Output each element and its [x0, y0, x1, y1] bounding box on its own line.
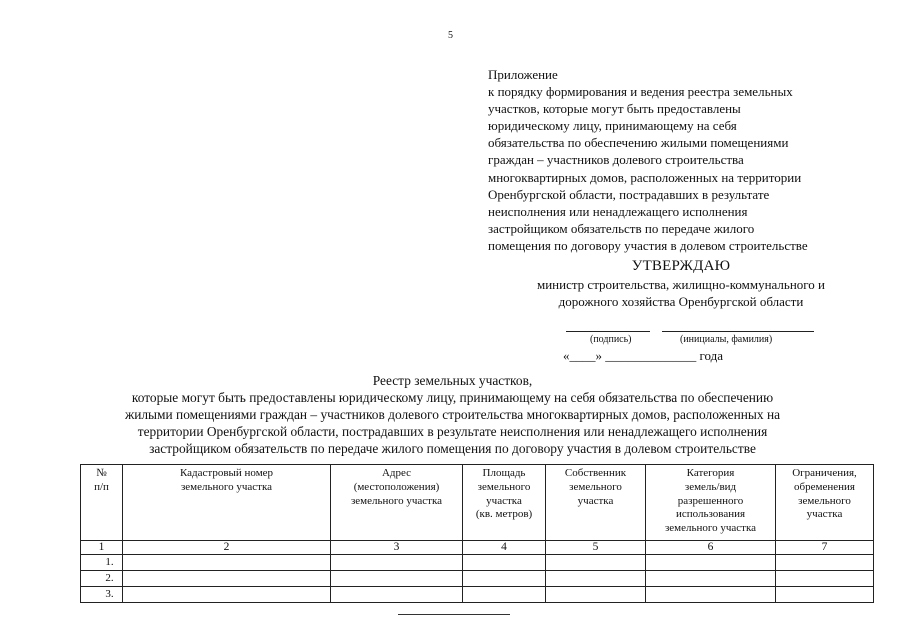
registry-title — [60, 372, 845, 457]
table-cell — [546, 587, 646, 603]
column-number: 3 — [331, 541, 463, 555]
column-number: 6 — [646, 541, 776, 555]
table-cell — [331, 571, 463, 587]
col-header-address: Адрес (местоположения) земельного участка — [331, 465, 463, 541]
name-caption: (инициалы, фамилия) — [680, 334, 773, 345]
table-cell — [646, 571, 776, 587]
appendix-line: юридическому лицу, принимающему на себя — [488, 118, 737, 134]
footer-divider — [398, 614, 510, 615]
col-header-restrictions: Ограничения, обременения земельного участка — [776, 465, 874, 541]
appendix-line: обязательства по обеспечению жилыми помещениями — [488, 135, 789, 151]
registry-title-line: жилыми помещениями граждан – участников долевого строительства многоквартирных домов, расположенных на — [124, 407, 781, 422]
name-line — [662, 331, 814, 332]
appendix-line: к порядку формирования и ведения реестра земельных — [488, 84, 793, 100]
appendix-block — [488, 66, 888, 254]
appendix-title: Приложение — [488, 67, 558, 82]
signature-caption: (подпись) — [590, 334, 632, 345]
appendix-line: помещения по договору участия в долевом строительстве — [488, 237, 808, 253]
appendix-line: Оренбургской области, пострадавших в результате — [488, 186, 770, 202]
col-header-area: Площадь земельного участка (кв. метров) — [463, 465, 546, 541]
page-number: 5 — [448, 30, 453, 41]
table-cell — [546, 571, 646, 587]
column-number: 5 — [546, 541, 646, 555]
registry-title-line: территории Оренбургской области, пострадавших в результате неисполнения или ненадлежащего исполнения — [137, 424, 768, 439]
approval-block — [500, 258, 862, 310]
appendix-line: граждан – участников долевого строительства — [488, 152, 744, 168]
appendix-line: участков, которые могут быть предоставлены — [488, 101, 741, 117]
column-number: 2 — [123, 541, 331, 555]
table-cell — [463, 587, 546, 603]
registry-table — [80, 464, 874, 603]
appendix-line: застройщиком обязательств по передаче жилого — [488, 220, 755, 236]
row-number: 3. — [81, 587, 123, 603]
approval-heading: УТВЕРЖДАЮ — [631, 258, 731, 274]
column-numbers-row — [81, 541, 874, 555]
column-number: 7 — [776, 541, 874, 555]
signature-line — [566, 331, 650, 332]
table-cell — [646, 587, 776, 603]
table-cell — [123, 555, 331, 571]
approval-position-line: дорожного хозяйства Оренбургской области — [558, 294, 804, 309]
table-row — [81, 571, 874, 587]
table-header-row — [81, 465, 874, 541]
table-row — [81, 555, 874, 571]
col-header-cadastral: Кадастровый номер земельного участка — [123, 465, 331, 541]
registry-title-line: Реестр земельных участков, — [372, 373, 533, 388]
table-cell — [123, 571, 331, 587]
approval-date-line: «____» ______________ года — [563, 348, 724, 363]
row-number: 2. — [81, 571, 123, 587]
appendix-line: неисполнения или ненадлежащего исполнения — [488, 203, 748, 219]
table-cell — [646, 555, 776, 571]
registry-title-line: которые могут быть предоставлены юридическому лицу, принимающему на себя обязательства по обеспечению — [131, 390, 774, 405]
table-cell — [463, 555, 546, 571]
col-header-number: № п/п — [81, 465, 123, 541]
registry-title-line: застройщиком обязательств по передаче жилого помещения по договору участия в долевом строительстве — [149, 441, 756, 456]
table-row — [81, 587, 874, 603]
table-cell — [776, 571, 874, 587]
appendix-line: многоквартирных домов, расположенных на территории — [488, 169, 802, 185]
table-cell — [331, 587, 463, 603]
row-number: 1. — [81, 555, 123, 571]
col-header-category: Категория земель/вид разрешенного использования земельного участка — [646, 465, 776, 541]
col-header-owner: Собственник земельного участка — [546, 465, 646, 541]
column-number: 1 — [81, 541, 123, 555]
table-cell — [776, 587, 874, 603]
table-cell — [123, 587, 331, 603]
table-cell — [331, 555, 463, 571]
column-number: 4 — [463, 541, 546, 555]
approval-position-line: министр строительства, жилищно-коммунального и — [536, 277, 826, 292]
table-cell — [776, 555, 874, 571]
table-cell — [463, 571, 546, 587]
table-cell — [546, 555, 646, 571]
